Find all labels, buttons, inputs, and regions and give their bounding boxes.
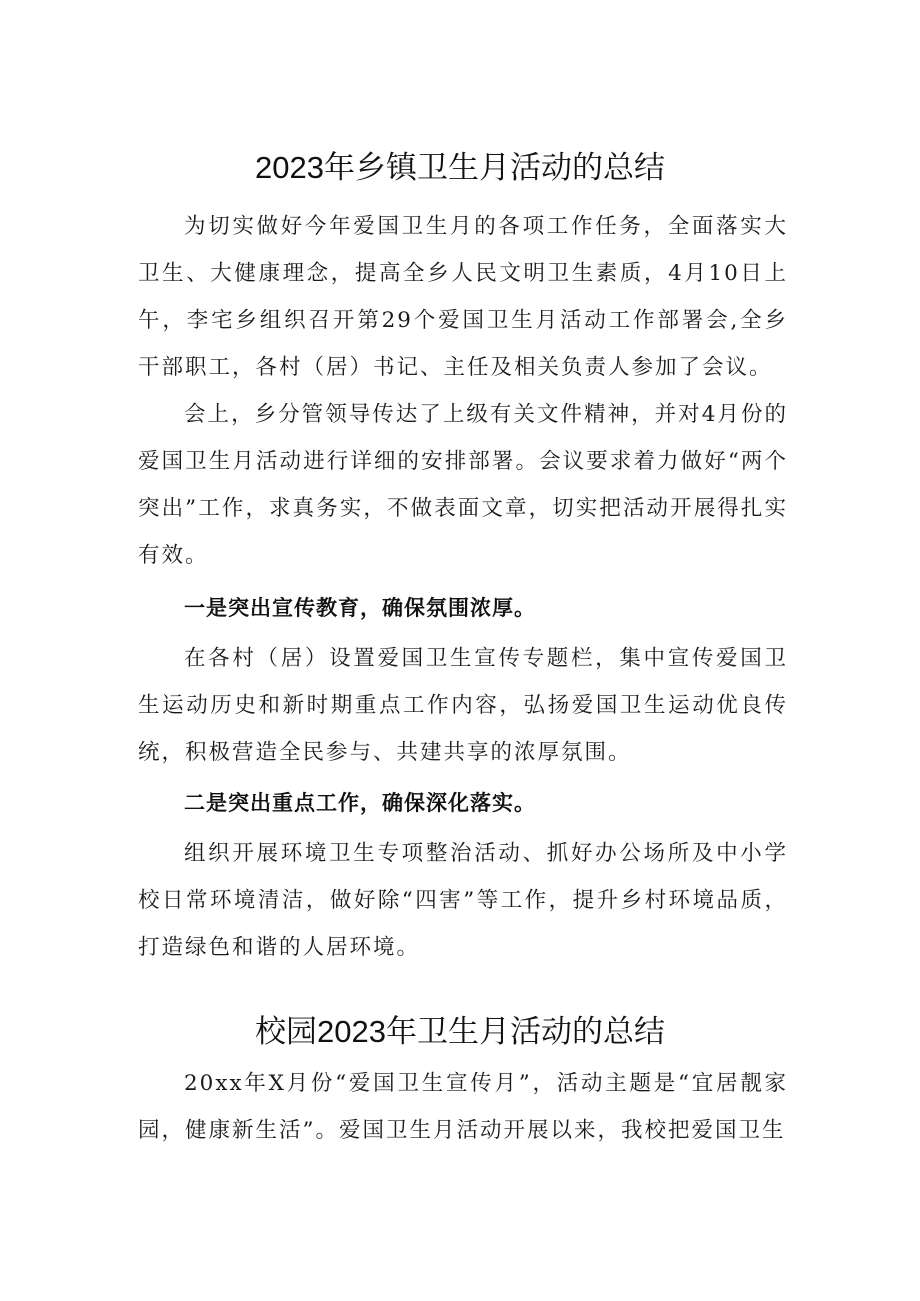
section-heading: 一是突出宣传教育，确保氛围浓厚。 [184, 596, 536, 620]
paragraph: 会上，乡分管领导传达了上级有关文件精神，并对4月份的爱国卫生月活动进行详细的安排部署。会议要求着力做好“两个突出”工作，求真务实，不做表面文章，切实把活动开展得扎实有效。 [138, 402, 788, 568]
paragraph: 20xx年X月份“爱国卫生宣传月”，活动主题是“宜居靓家园，健康新生活”。爱国卫生月活动开展以来，我校把爱国卫生 [138, 1071, 788, 1143]
article-title: 2023年乡镇卫生月活动的总结 [255, 150, 665, 185]
section-heading: 二是突出重点工作，确保深化落实。 [184, 791, 536, 815]
paragraph: 在各村（居）设置爱国卫生宣传专题栏，集中宣传爱国卫生运动历史和新时期重点工作内容，弘扬爱国卫生运动优良传统，积极营造全民参与、共建共享的浓厚氛围。 [138, 646, 788, 765]
paragraph: 组织开展环境卫生专项整治活动、抓好办公场所及中小学校日常环境清洁，做好除“四害”等工作，提升乡村环境品质，打造绿色和谐的人居环境。 [138, 841, 788, 960]
paragraph: 为切实做好今年爱国卫生月的各项工作任务，全面落实大卫生、大健康理念，提高全乡人民文明卫生素质，4月10日上午，李宅乡组织召开第29个爱国卫生月活动工作部署会,全乡干部职工，各村（居）书记、主任及相关负责人参加了会议。 [138, 214, 788, 380]
article-title: 校园2023年卫生月活动的总结 [255, 1014, 665, 1049]
